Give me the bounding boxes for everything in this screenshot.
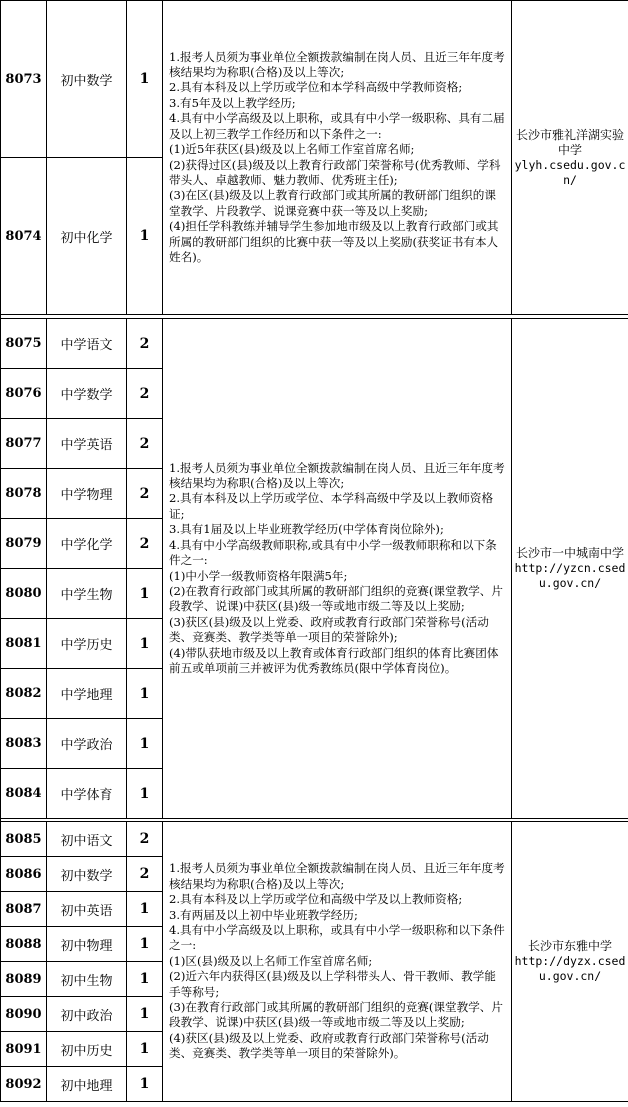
school-name: 长沙市雅礼洋湖实验中学 — [515, 127, 624, 157]
subject: 初中英语 — [47, 892, 127, 927]
position-code: 8077 — [1, 419, 47, 469]
requirement-line: 1.报考人员须为事业单位全额拨款编制在岗人员、且近三年年度考核结果均为称职(合格)及以上等次; — [169, 861, 505, 891]
school-name: 长沙市东雅中学 — [527, 939, 612, 953]
headcount: 2 — [127, 419, 163, 469]
requirement-line: 3.有两届及以上初中毕业班教学经历; — [169, 907, 358, 922]
school-name: 长沙市一中城南中学 — [515, 546, 624, 560]
subject: 中学数学 — [47, 369, 127, 419]
subject: 中学政治 — [47, 719, 127, 769]
position-code: 8076 — [1, 369, 47, 419]
subject: 初中生物 — [47, 962, 127, 997]
headcount: 1 — [127, 927, 163, 962]
requirement-line: 2.具有本科及以上学历或学位和本学科高级中学教师资格; — [169, 80, 463, 95]
requirement-line: (4)获区(县)级及以上党委、政府或教育行政部门荣誉称号(活动类、竞赛类、教学类等单一项目的荣誉除外)。 — [169, 1030, 489, 1061]
school-url[interactable]: http://dyzx.csedu.gov.cn/ — [514, 954, 626, 983]
requirement-line: 1.报考人员须为事业单位全额拨款编制在岗人员、且近三年年度考核结果均为称职(合格)及以上等次; — [169, 460, 505, 491]
position-code: 8074 — [1, 158, 47, 315]
subject: 初中化学 — [47, 158, 127, 315]
headcount: 1 — [127, 669, 163, 719]
school-cell — [512, 822, 628, 1102]
position-code: 8073 — [1, 1, 47, 158]
subject: 中学生物 — [47, 569, 127, 619]
headcount: 1 — [127, 619, 163, 669]
position-code: 8089 — [1, 962, 47, 997]
requirement-line: (4)担任学科教练并辅导学生参加地市级及以上教育行政部门或其所属的教研部门组织的比赛中获一等及以上奖励(获奖证书有本人姓名)。 — [169, 219, 499, 264]
position-code: 8091 — [1, 1032, 47, 1067]
subject: 初中政治 — [47, 997, 127, 1032]
subject: 初中语文 — [47, 822, 127, 857]
requirements-cell — [163, 822, 512, 1102]
subject: 初中历史 — [47, 1032, 127, 1067]
headcount: 2 — [127, 319, 163, 369]
position-code: 8090 — [1, 997, 47, 1032]
headcount: 1 — [127, 962, 163, 997]
headcount: 1 — [127, 158, 163, 315]
position-code: 8086 — [1, 857, 47, 892]
headcount: 1 — [127, 1032, 163, 1067]
requirement-line: (3)获区(县)级及以上党委、政府或教育行政部门荣誉称号(活动类、竞赛类、教学类等单一项目的荣誉除外); — [169, 614, 489, 645]
requirement-line: (3)在教育行政部门或其所属的教研部门组织的竞赛(课堂教学、片段教学、说课)中获区(县)级一等或地市级二等及以上奖励; — [169, 1000, 503, 1030]
school-cell — [512, 319, 628, 819]
position-code: 8085 — [1, 822, 47, 857]
headcount: 2 — [127, 519, 163, 569]
school-url[interactable]: ylyh.csedu.gov.cn/ — [514, 157, 626, 187]
subject: 中学历史 — [47, 619, 127, 669]
position-code: 8075 — [1, 319, 47, 369]
position-code: 8078 — [1, 469, 47, 519]
requirement-line: 2.具有本科及以上学历或学位、本学科高级中学及以上教师资格证; — [169, 491, 494, 521]
subject: 初中数学 — [47, 1, 127, 158]
requirements-cell — [163, 319, 512, 819]
position-code: 8080 — [1, 569, 47, 619]
requirements-cell — [163, 1, 512, 315]
requirement-line: 1.报考人员须为事业单位全额拨款编制在岗人员、且近三年年度考核结果均为称职(合格)及以上等次; — [169, 49, 505, 80]
subject: 中学体育 — [47, 769, 127, 819]
subject: 中学物理 — [47, 469, 127, 519]
requirement-line: 2.具有本科及以上学历或学位和高级中学及以上教师资格; — [169, 892, 463, 907]
school-url[interactable]: http://yzcn.csedu.gov.cn/ — [514, 561, 626, 590]
headcount: 1 — [127, 1067, 163, 1102]
headcount: 1 — [127, 997, 163, 1032]
headcount: 1 — [127, 569, 163, 619]
headcount: 2 — [127, 469, 163, 519]
subject: 初中数学 — [47, 857, 127, 892]
requirement-line: 4.具有中小学高级教师职称,或具有中小学一级教师职称和以下条件之一: — [169, 537, 497, 568]
headcount: 2 — [127, 822, 163, 857]
requirement-line: (2)在教育行政部门或其所属的教研部门组织的竞赛(课堂教学、片段教学、说课)中获区(县)级一等或地市级二等及以上奖励; — [169, 583, 503, 614]
requirement-line: (4)带队获地市级及以上教育或体育行政部门组织的体育比赛团体前五或单项前三并被评为优秀教练员(限中学体育岗位)。 — [169, 645, 499, 675]
headcount: 1 — [127, 892, 163, 927]
requirement-line: (1)近5年获区(县)级及以上名师工作室首席名师; — [169, 142, 415, 157]
subject: 中学地理 — [47, 669, 127, 719]
position-code: 8083 — [1, 719, 47, 769]
school-cell — [512, 1, 628, 315]
headcount: 1 — [127, 1, 163, 158]
subject: 中学化学 — [47, 519, 127, 569]
requirement-line: 4.具有中小学高级及以上职称，或具有中小学一级职称、具有二届及以上初三教学工作经历和以下条件之一: — [169, 111, 505, 141]
position-code: 8082 — [1, 669, 47, 719]
position-code: 8092 — [1, 1067, 47, 1102]
position-code: 8079 — [1, 519, 47, 569]
requirement-line: (1)中小学一级教师资格年限满5年; — [169, 568, 348, 583]
requirement-line: (2)获得过区(县)级及以上教育行政部门荣誉称号(优秀教师、学科带头人、卓越教师、魅力教师、优秀班主任); — [169, 157, 501, 187]
position-code: 8081 — [1, 619, 47, 669]
subject: 初中物理 — [47, 927, 127, 962]
position-code: 8084 — [1, 769, 47, 819]
requirement-line: 4.具有中小学高级及以上职称，或具有中小学一级职称和以下条件之一: — [169, 922, 505, 953]
requirement-line: (1)区(县)级及以上名师工作室首席名师; — [169, 953, 373, 968]
table-row — [1, 822, 628, 857]
requirement-line: 3.有5年及以上教学经历; — [169, 95, 296, 110]
table-row — [1, 1, 628, 158]
requirement-line: (3)在区(县)级及以上教育行政部门或其所属的教研部门组织的课堂教学、片段教学、说课竞赛中获一等及以上奖励; — [169, 188, 496, 218]
requirement-line: 3.具有1届及以上毕业班教学经历(中学体育岗位除外); — [169, 522, 444, 537]
position-code: 8088 — [1, 927, 47, 962]
subject: 中学语文 — [47, 319, 127, 369]
table-row — [1, 319, 628, 369]
headcount: 2 — [127, 369, 163, 419]
headcount: 1 — [127, 769, 163, 819]
headcount: 1 — [127, 719, 163, 769]
requirement-line: (2)近六年内获得区(县)级及以上学科带头人、骨干教师、教学能手等称号; — [169, 969, 496, 999]
position-code: 8087 — [1, 892, 47, 927]
subject: 初中地理 — [47, 1067, 127, 1102]
headcount: 2 — [127, 857, 163, 892]
subject: 中学英语 — [47, 419, 127, 469]
